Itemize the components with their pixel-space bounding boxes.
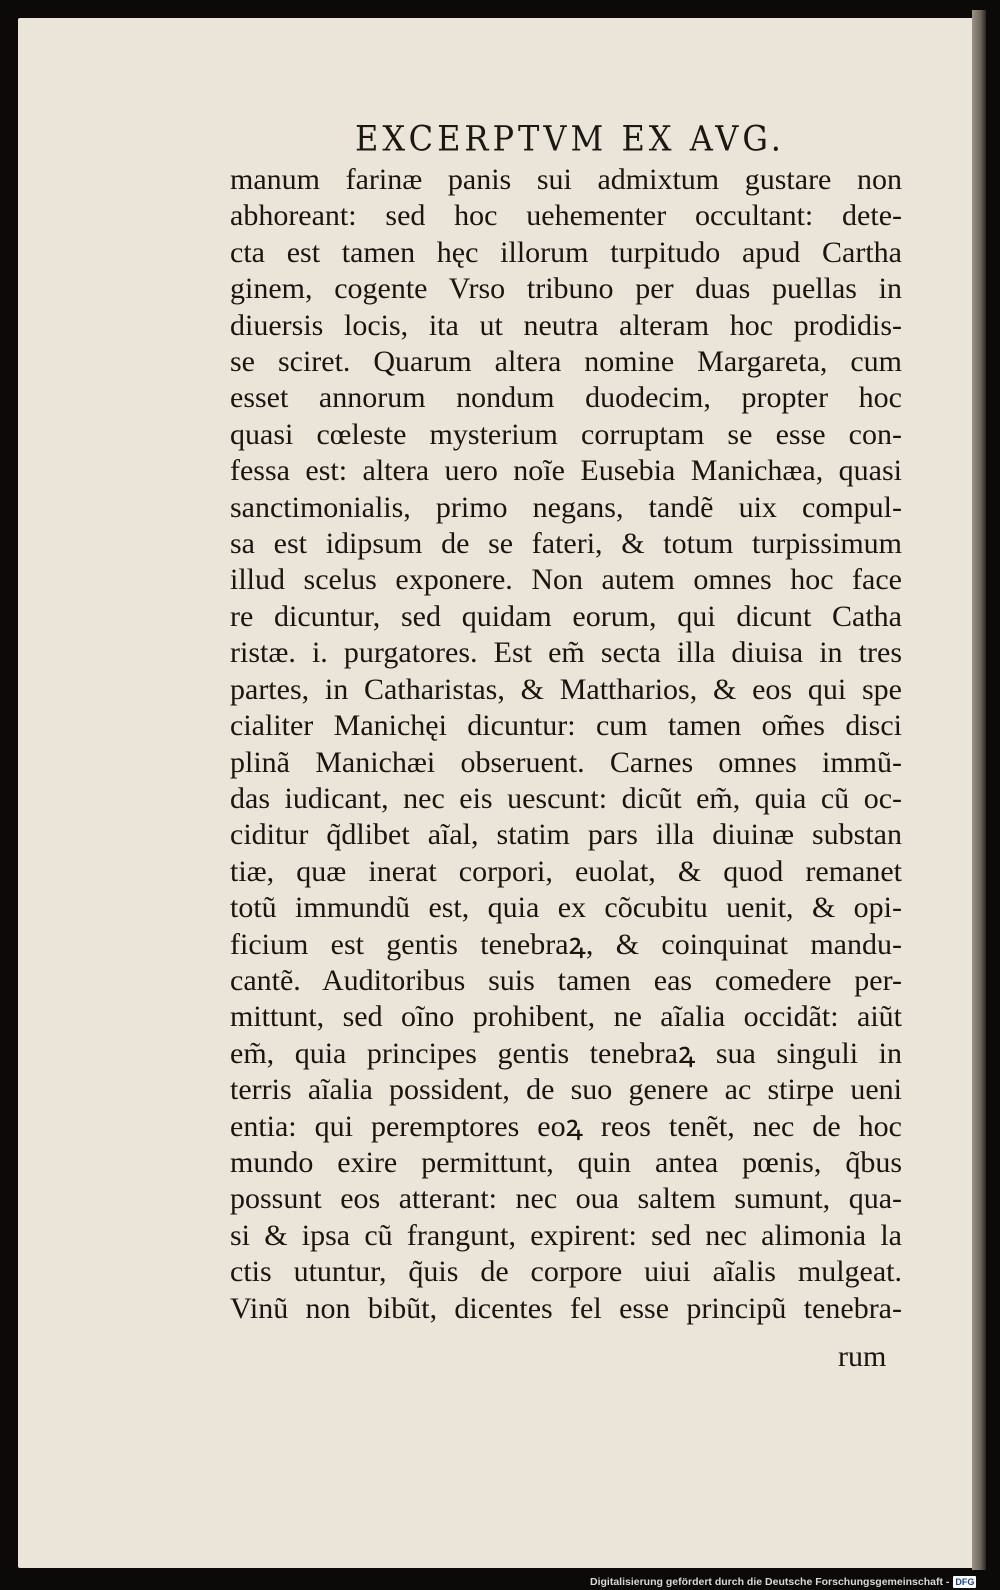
text-line: sa est idipsum de se fateri, & totum turpissimum: [230, 527, 902, 561]
text-line: cantẽ. Auditoribus suis tamen eas comedere per-: [230, 963, 902, 997]
text-line: possunt eos atterant: nec oua saltem sumunt, qua-: [230, 1182, 902, 1216]
text-line: illud scelus exponere. Non autem omnes hoc face: [230, 563, 902, 597]
text-line: terris aĩalia possident, de suo genere ac stirpe ueni: [230, 1073, 902, 1107]
text-line: se sciret. Quarum altera nomine Margareta, cum: [230, 345, 902, 379]
catchword: rum: [838, 1340, 887, 1373]
body-text: [230, 162, 920, 1327]
text-line: cialiter Manichęi dicuntur: cum tamen om̃es disci: [230, 709, 902, 743]
text-line: sanctimonialis, primo negans, tandẽ uix compul-: [230, 490, 902, 524]
running-head: EXCERPTVM EX AVG.: [355, 118, 785, 160]
text-line: Vinũ non bibũt, dicentes fel esse principũ tenebra-: [230, 1291, 902, 1325]
text-line: ginem, cogente Vrso tribuno per duas puellas in: [230, 272, 902, 306]
text-line: ficium est gentis tenebraꝝ, & coinquinat mandu-: [230, 927, 902, 961]
dfg-logo: DFG: [955, 1577, 975, 1587]
text-line: totũ immundũ est, quia ex cõcubitu uenit, & opi-: [230, 891, 902, 925]
text-line: ristæ. i. purgatores. Est em̃ secta illa diuisa in tres: [230, 636, 902, 670]
text-line: tiæ, quæ inerat corpori, euolat, & quod remanet: [230, 854, 902, 888]
text-line: si & ipsa cũ frangunt, expirent: sed nec alimonia la: [230, 1218, 902, 1252]
text-line: das iudicant, nec eis uescunt: dicũt em̃, quia cũ oc-: [230, 781, 902, 815]
text-line: cta est tamen hęc illorum turpitudo apud Cartha: [230, 235, 902, 269]
text-line: entia: qui peremptores eoꝝ reos tenẽt, nec de hoc: [230, 1109, 902, 1143]
text-line: ctis utuntur, q̃uis de corpore uiui aĩalis mulgeat.: [230, 1255, 902, 1289]
credit-text: Digitalisierung gefördert durch die Deutsche Forschungsgemeinschaft -: [590, 1576, 950, 1588]
text-line: ciditur q̃dlibet aĩal, statim pars illa diuinæ substan: [230, 818, 902, 852]
text-line: abhoreant: sed hoc uehementer occultant: dete-: [230, 199, 902, 233]
text-line: plinã Manichæi obseruent. Carnes omnes immũ-: [230, 745, 902, 779]
text-line: manum farinæ panis sui admixtum gustare non: [230, 163, 902, 196]
text-line: mundo exire permittunt, quin antea pœnis, q̃bus: [230, 1145, 902, 1179]
text-line: fessa est: altera uero noĩe Eusebia Manichæa, quasi: [230, 454, 902, 488]
text-line: em̃, quia principes gentis tenebraꝝ sua singuli in: [230, 1036, 902, 1070]
text-line: esset annorum nondum duodecim, propter hoc: [230, 381, 902, 415]
page-edge: [972, 10, 986, 1570]
text-line: diuersis locis, ita ut neutra alteram hoc prodidis-: [230, 308, 902, 342]
text-line: partes, in Catharistas, & Mattharios, & eos qui spe: [230, 672, 902, 706]
text-line: quasi cœleste mysterium corruptam se esse con-: [230, 417, 902, 451]
text-line: re dicuntur, sed quidam eorum, qui dicunt Catha: [230, 599, 902, 633]
text-line: mittunt, sed oĩno prohibent, ne aĩalia occidãt: aiũt: [230, 1000, 902, 1034]
digitization-credit: [590, 1574, 976, 1590]
